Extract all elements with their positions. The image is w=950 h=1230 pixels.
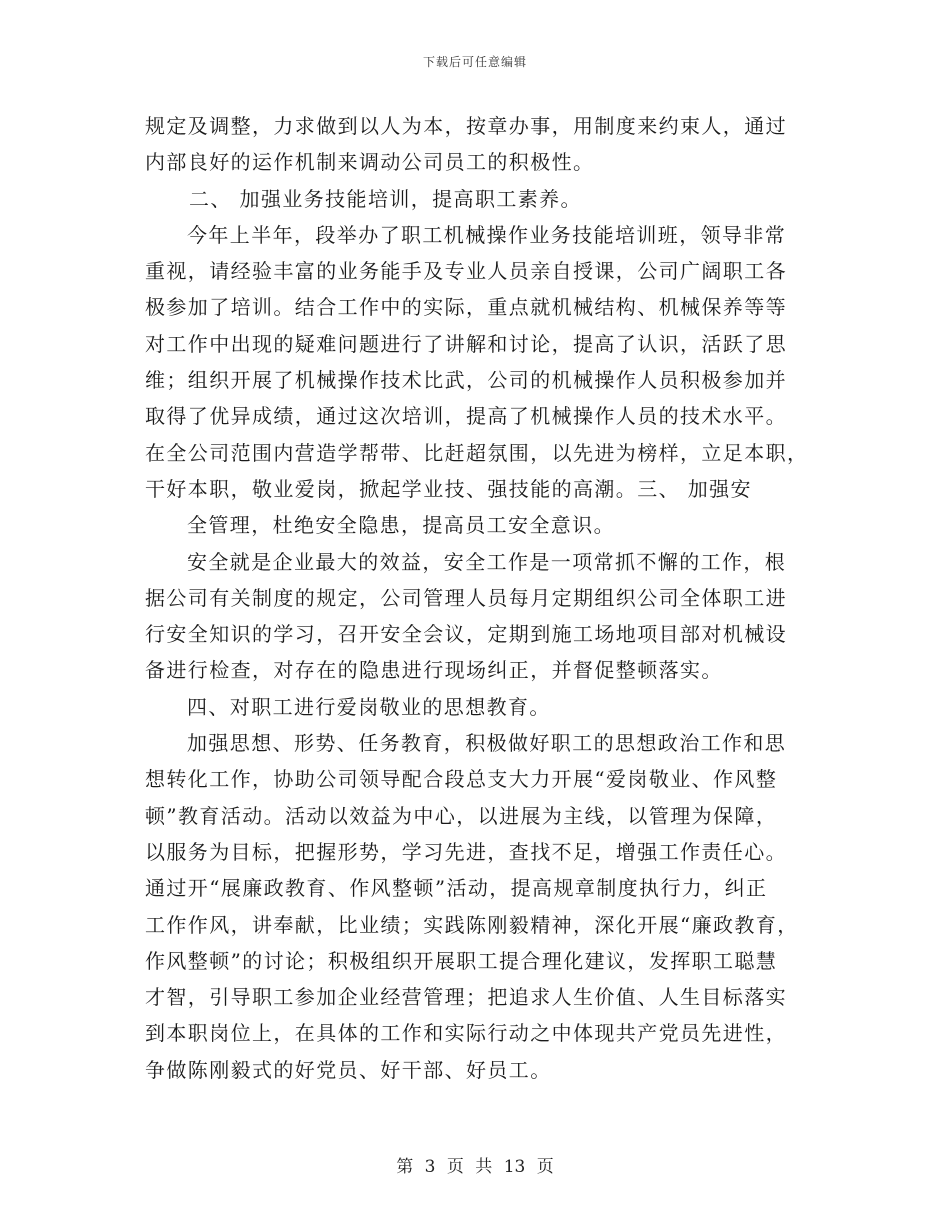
body-line: 维；组织开展了机械操作技术比武，公司的机械操作人员积极参加并 — [145, 368, 787, 393]
section-heading: 四、对职工进行爱岗敬业的思想教育。 — [187, 694, 551, 719]
body-line: 干好本职，敬业爱岗，掀起学业技、强技能的高潮。三、 加强安 — [145, 476, 752, 501]
section-heading: 二、 加强业务技能培训，提高职工素养。 — [189, 186, 582, 211]
body-line: 重视，请经验丰富的业务能手及专业人员亲自授课，公司广阔职工各 — [145, 259, 787, 284]
body-line: 规定及调整，力求做到以人为本，按章办事，用制度来约束人，通过 — [145, 114, 787, 138]
page-number-footer: 第 3 页 共 13 页 — [396, 1157, 554, 1177]
body-line: 行安全知识的学习，召开安全会议，定期到施工场地项目部对机械设 — [145, 622, 787, 647]
body-line: 内部良好的运作机制来调动公司员工的积极性。 — [145, 150, 595, 175]
section-heading: 全管理，杜绝安全隐患，提高员工安全意识。 — [187, 513, 615, 538]
body-line: 以服务为目标，把握形势，学习先进，查找不足，增强工作责任心。 — [145, 839, 787, 864]
body-line: 备进行检查，对存在的隐患进行现场纠正，并督促整顿落实。 — [145, 658, 723, 683]
body-line: 顿”教育活动。活动以效益为中心，以进展为主线，以管理为保障， — [145, 803, 778, 828]
body-line: 在全公司范围内营造学帮带、比赶超氛围，以先进为榜样，立足本职， — [145, 440, 809, 465]
paragraph-start-line: 加强思想、形势、任务教育，积极做好职工的思想政治工作和思 — [187, 731, 787, 756]
body-line: 作风整顿”的讨论；积极组织开展职工提合理化建议，发挥职工聪慧 — [145, 948, 778, 973]
body-line: 到本职岗位上，在具体的工作和实际行动之中体现共产党员先进性， — [145, 1021, 787, 1046]
body-line: 想转化工作，协助公司领导配合段总支大力开展“爱岗敬业、作风整 — [145, 767, 778, 792]
paragraph-start-line: 今年上半年，段举办了职工机械操作业务技能培训班，领导非常 — [187, 222, 787, 247]
document-body — [145, 108, 815, 1088]
paragraph-start-line: 安全就是企业最大的效益，安全工作是一项常抓不懈的工作，根 — [187, 549, 787, 574]
body-line: 才智，引导职工参加企业经营管理；把追求人生价值、人生目标落实 — [145, 985, 787, 1010]
body-line: 争做陈刚毅式的好党员、好干部、好员工。 — [145, 1057, 552, 1082]
body-line: 对工作中出现的疑难问题进行了讲解和讨论，提高了认识，活跃了思 — [145, 331, 787, 356]
body-line: 极参加了培训。结合工作中的实际，重点就机械结构、机械保养等等 — [145, 295, 787, 320]
page-header-note: 下载后可任意编辑 — [422, 55, 527, 69]
body-line: 通过开“展廉政教育、作风整顿”活动，提高规章制度执行力，纠正 — [145, 876, 768, 901]
body-line: 工作作风，讲奉献，比业绩；实践陈刚毅精神，深化开展“廉政教育， — [145, 912, 799, 937]
body-line: 据公司有关制度的规定，公司管理人员每月定期组织公司全体职工进 — [145, 585, 787, 610]
body-line: 取得了优异成绩，通过这次培训，提高了机械操作人员的技术水平。 — [145, 404, 787, 429]
